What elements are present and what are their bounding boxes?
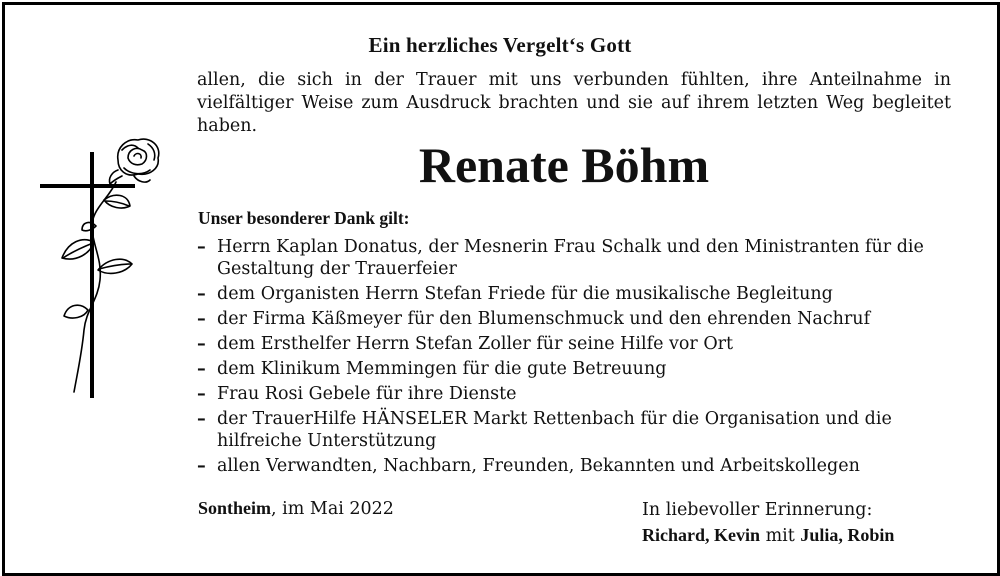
remembrance-line: In liebevoller Erinnerung:: [642, 500, 873, 520]
list-item: [197, 455, 957, 477]
list-item: [197, 358, 957, 380]
list-item: [197, 333, 957, 355]
deceased-name: Renate Böhm: [418, 137, 710, 193]
thanks-heading: Unser besonderer Dank gilt:: [198, 208, 410, 228]
dash-bullet: –: [197, 456, 206, 476]
dash-bullet: –: [197, 237, 206, 257]
list-item-text: der TrauerHilfe HÄNSELER Markt Rettenbach für die Organisation und die hilfreiche Unterstützung: [217, 409, 892, 451]
signoff: [642, 498, 894, 549]
dash-bullet: –: [197, 309, 206, 329]
list-item: [197, 383, 957, 405]
list-item: [197, 283, 957, 305]
name-separator: mit: [760, 526, 801, 546]
list-item-text: Herrn Kaplan Donatus, der Mesnerin Frau Schalk und den Ministranten für die Gestaltung der Trauerfeier: [217, 237, 924, 279]
list-item: [197, 236, 957, 280]
date-text: , im Mai 2022: [271, 499, 394, 519]
dash-bullet: –: [197, 334, 206, 354]
place-date: [198, 498, 394, 519]
list-item-text: der Firma Käßmeyer für den Blumenschmuck und den ehrenden Nachruf: [217, 309, 871, 329]
intro-text: allen, die sich in der Trauer mit uns verbunden fühlten, ihre Anteilnahme in vielfältiger Weise zum Ausdruck brachten und sie auf ihrem letzten Weg begleitet haben.: [197, 70, 951, 136]
name-separator: ,: [705, 525, 714, 545]
place-name: Sontheim: [198, 498, 272, 518]
list-item: [197, 308, 957, 330]
list-item: [197, 408, 957, 452]
thanks-list: [197, 236, 957, 480]
dash-bullet: –: [197, 384, 206, 404]
list-item-text: dem Klinikum Memmingen für die gute Betreuung: [217, 359, 667, 379]
family-name: Julia: [800, 525, 839, 545]
family-names: [642, 523, 894, 549]
list-item-text: dem Organisten Herrn Stefan Friede für die musikalische Begleitung: [217, 284, 833, 304]
family-name: Robin: [847, 525, 895, 545]
family-name: Richard: [642, 525, 705, 545]
list-item-text: dem Ersthelfer Herrn Stefan Zoller für seine Hilfe vor Ort: [217, 334, 734, 354]
dash-bullet: –: [197, 409, 206, 429]
notice-heading: Ein herzliches Vergelt‘s Gott: [368, 33, 632, 57]
list-item-text: allen Verwandten, Nachbarn, Freunden, Bekannten und Arbeitskollegen: [217, 456, 860, 476]
family-name: Kevin: [714, 525, 761, 545]
name-separator: ,: [838, 525, 848, 545]
dash-bullet: –: [197, 359, 206, 379]
list-item-text: Frau Rosi Gebele für ihre Dienste: [217, 384, 517, 404]
dash-bullet: –: [197, 284, 206, 304]
